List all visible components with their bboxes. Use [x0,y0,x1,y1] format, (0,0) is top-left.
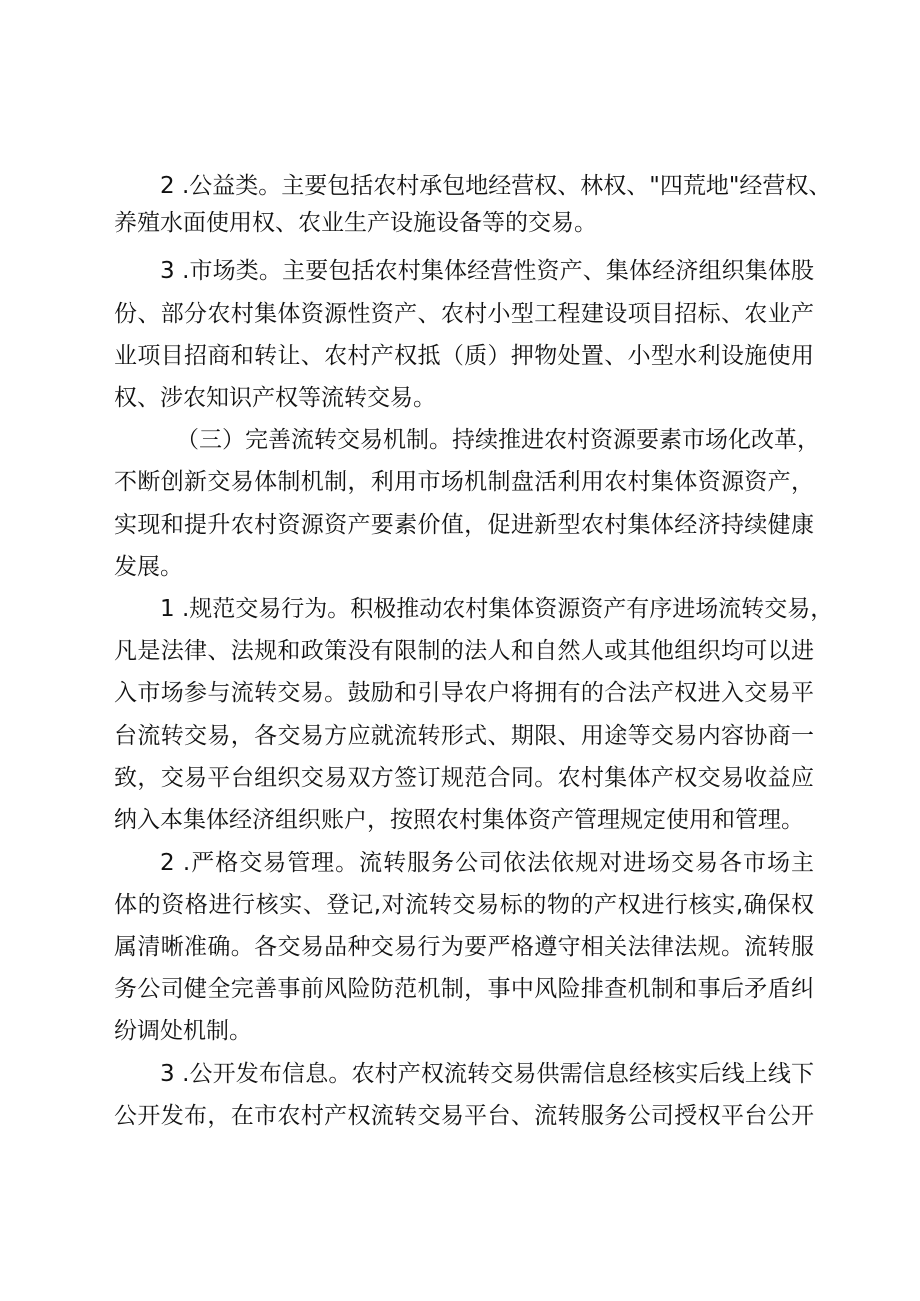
paragraph-line: 份、部分农村集体资源性资产、农村小型工程建设项目招标、农业产 [114,301,814,327]
paragraph-line: 属清晰准确。各交易品种交易行为要严格遵守相关法律法规。流转服 [114,934,814,960]
paragraph-line: 1 .规范交易行为。积极推动农村集体资源资产有序进场流转交易， [160,596,834,622]
paragraph-line: 养殖水面使用权、农业生产设施设备等的交易。 [114,210,597,236]
paragraph-line: 3 .公开发布信息。农村产权流转交易供需信息经核实后线上线下 [160,1061,814,1087]
paragraph-line: 务公司健全完善事前风险防范机制，事中风险排查机制和事后矛盾纠 [114,976,814,1002]
paragraph-line: 纷调处机制。 [114,1018,252,1044]
paragraph-line: 入市场参与流转交易。鼓励和引导农户将拥有的合法产权进入交易平 [114,680,814,706]
paragraph-line: 3 .市场类。主要包括农村集体经营性资产、集体经济组织集体股 [160,258,814,284]
paragraph-line: 凡是法律、法规和政策没有限制的法人和自然人或其他组织均可以进 [114,638,814,664]
paragraph-line: 致，交易平台组织交易双方签订规范合同。农村集体产权交易收益应 [114,765,814,791]
paragraph-line: 体的资格进行核实、登记,对流转交易标的物的产权进行核实,确保权 [114,892,814,918]
paragraph-line: 权、涉农知识产权等流转交易。 [114,385,436,411]
paragraph-line: 纳入本集体经济组织账户，按照农村集体资产管理规定使用和管理。 [114,807,804,833]
paragraph-line: 公开发布，在市农村产权流转交易平台、流转服务公司授权平台公开 [114,1103,814,1129]
paragraph-line: 发展。 [114,554,183,580]
paragraph-line: 实现和提升农村资源资产要素价值，促进新型农村集体经济持续健康 [114,512,814,538]
paragraph-line: 不断创新交易体制机制，利用市场机制盘活利用农村集体资源资产， [114,469,814,495]
paragraph-line: 业项目招商和转让、农村产权抵（质）押物处置、小型水利设施使用 [114,343,814,369]
paragraph-line: 台流转交易，各交易方应就流转形式、期限、用途等交易内容协商一 [114,723,814,749]
section-heading-line: （三）完善流转交易机制。持续推进农村资源要素市场化改革， [176,427,820,453]
paragraph-line: 2 .严格交易管理。流转服务公司依法依规对进场交易各市场主 [160,850,814,876]
paragraph-line: 2 .公益类。主要包括农村承包地经营权、林权、"四荒地"经营权、 [160,173,832,199]
